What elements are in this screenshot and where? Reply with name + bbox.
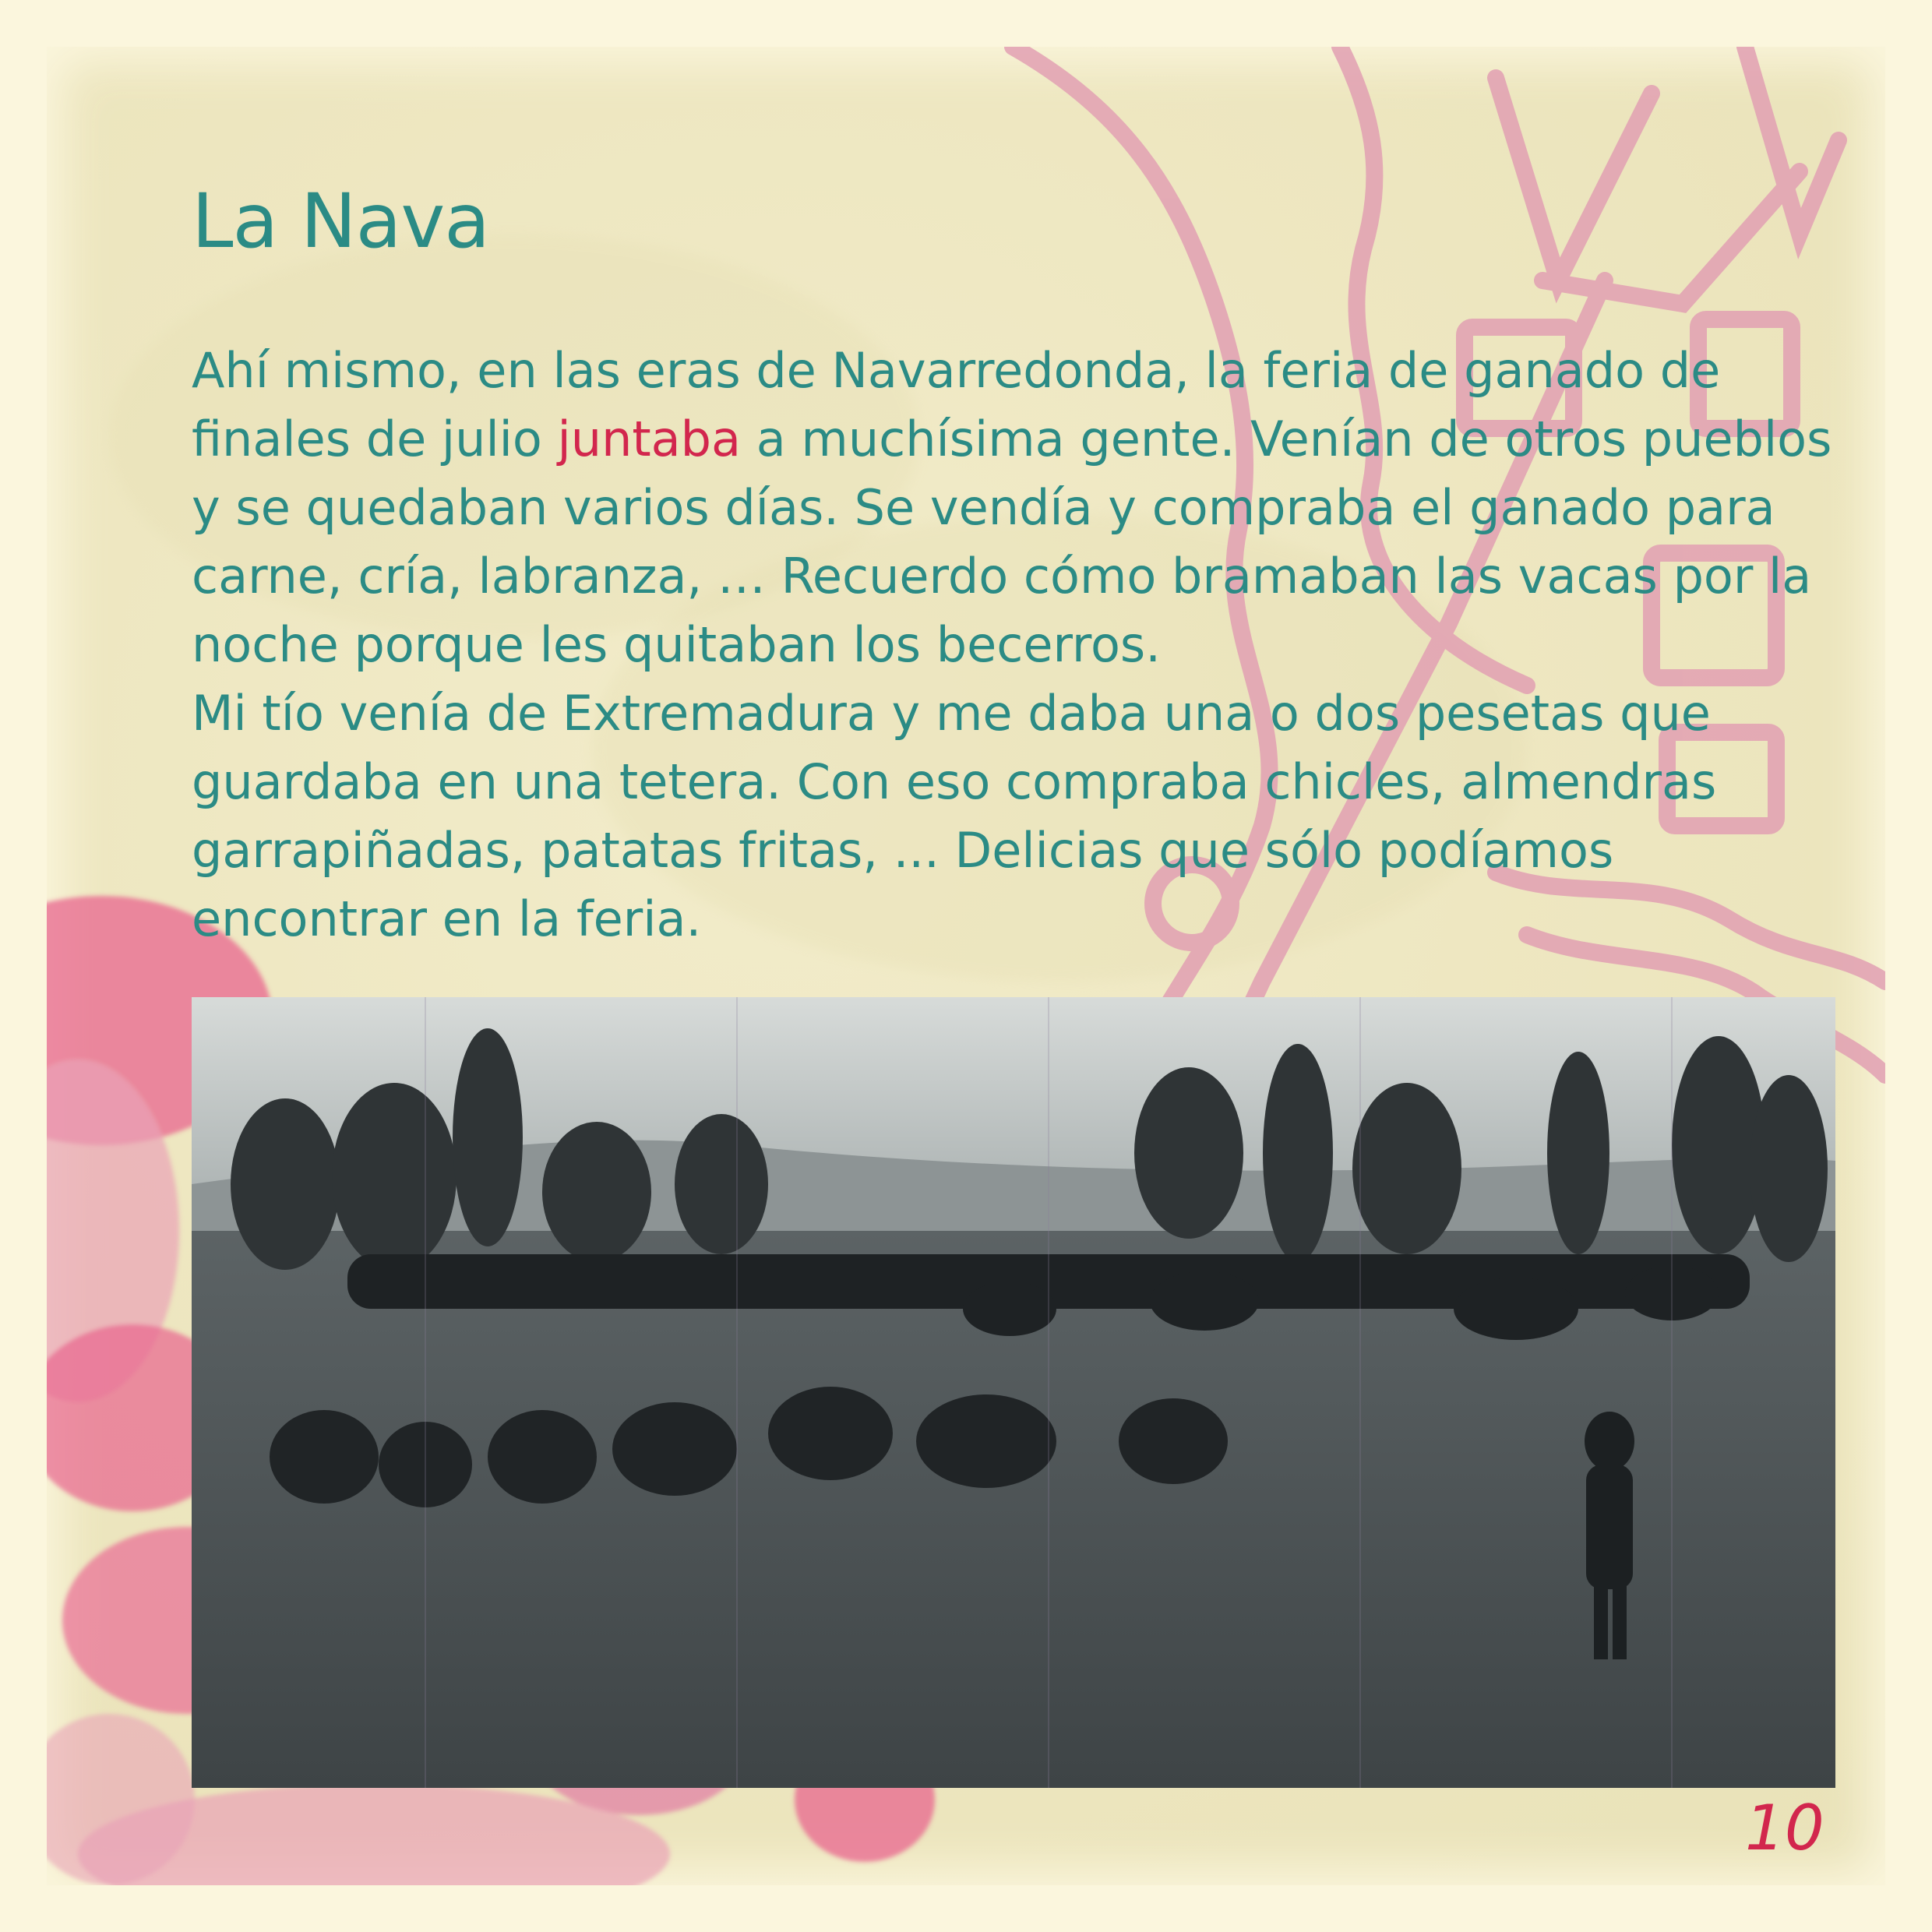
page: [47, 47, 1885, 1885]
page-title: La Nava: [192, 178, 490, 265]
highlighted-word: juntaba: [557, 411, 742, 467]
photo-illustration: [192, 997, 1835, 1788]
paragraph-1: [192, 337, 1859, 679]
page-number: 10: [1745, 1792, 1824, 1864]
paragraph-1-start: Ahí mismo, en las eras de Navarredonda, la feria de ganado de finales de julio: [192, 342, 1721, 467]
paragraph-2: Mi tío venía de Extremadura y me daba una o dos pesetas que guardaba en una tetera. Con eso compraba chicles, almendras garrapiñadas, patatas fritas, ... Delicias que sólo podíamos encontrar en la feria.: [192, 685, 1717, 947]
body-text: [192, 337, 1859, 954]
vintage-photo-cattle-fair: [192, 997, 1835, 1788]
paragraph-1-end: a muchísima gente. Venían de otros pueblos y se quedaban varios días. Se vendía y compraba el ganado para carne, cría, labranza, … Recuerdo cómo bramaban las vacas por la noche porque les quitaban los becerros.: [192, 411, 1832, 673]
